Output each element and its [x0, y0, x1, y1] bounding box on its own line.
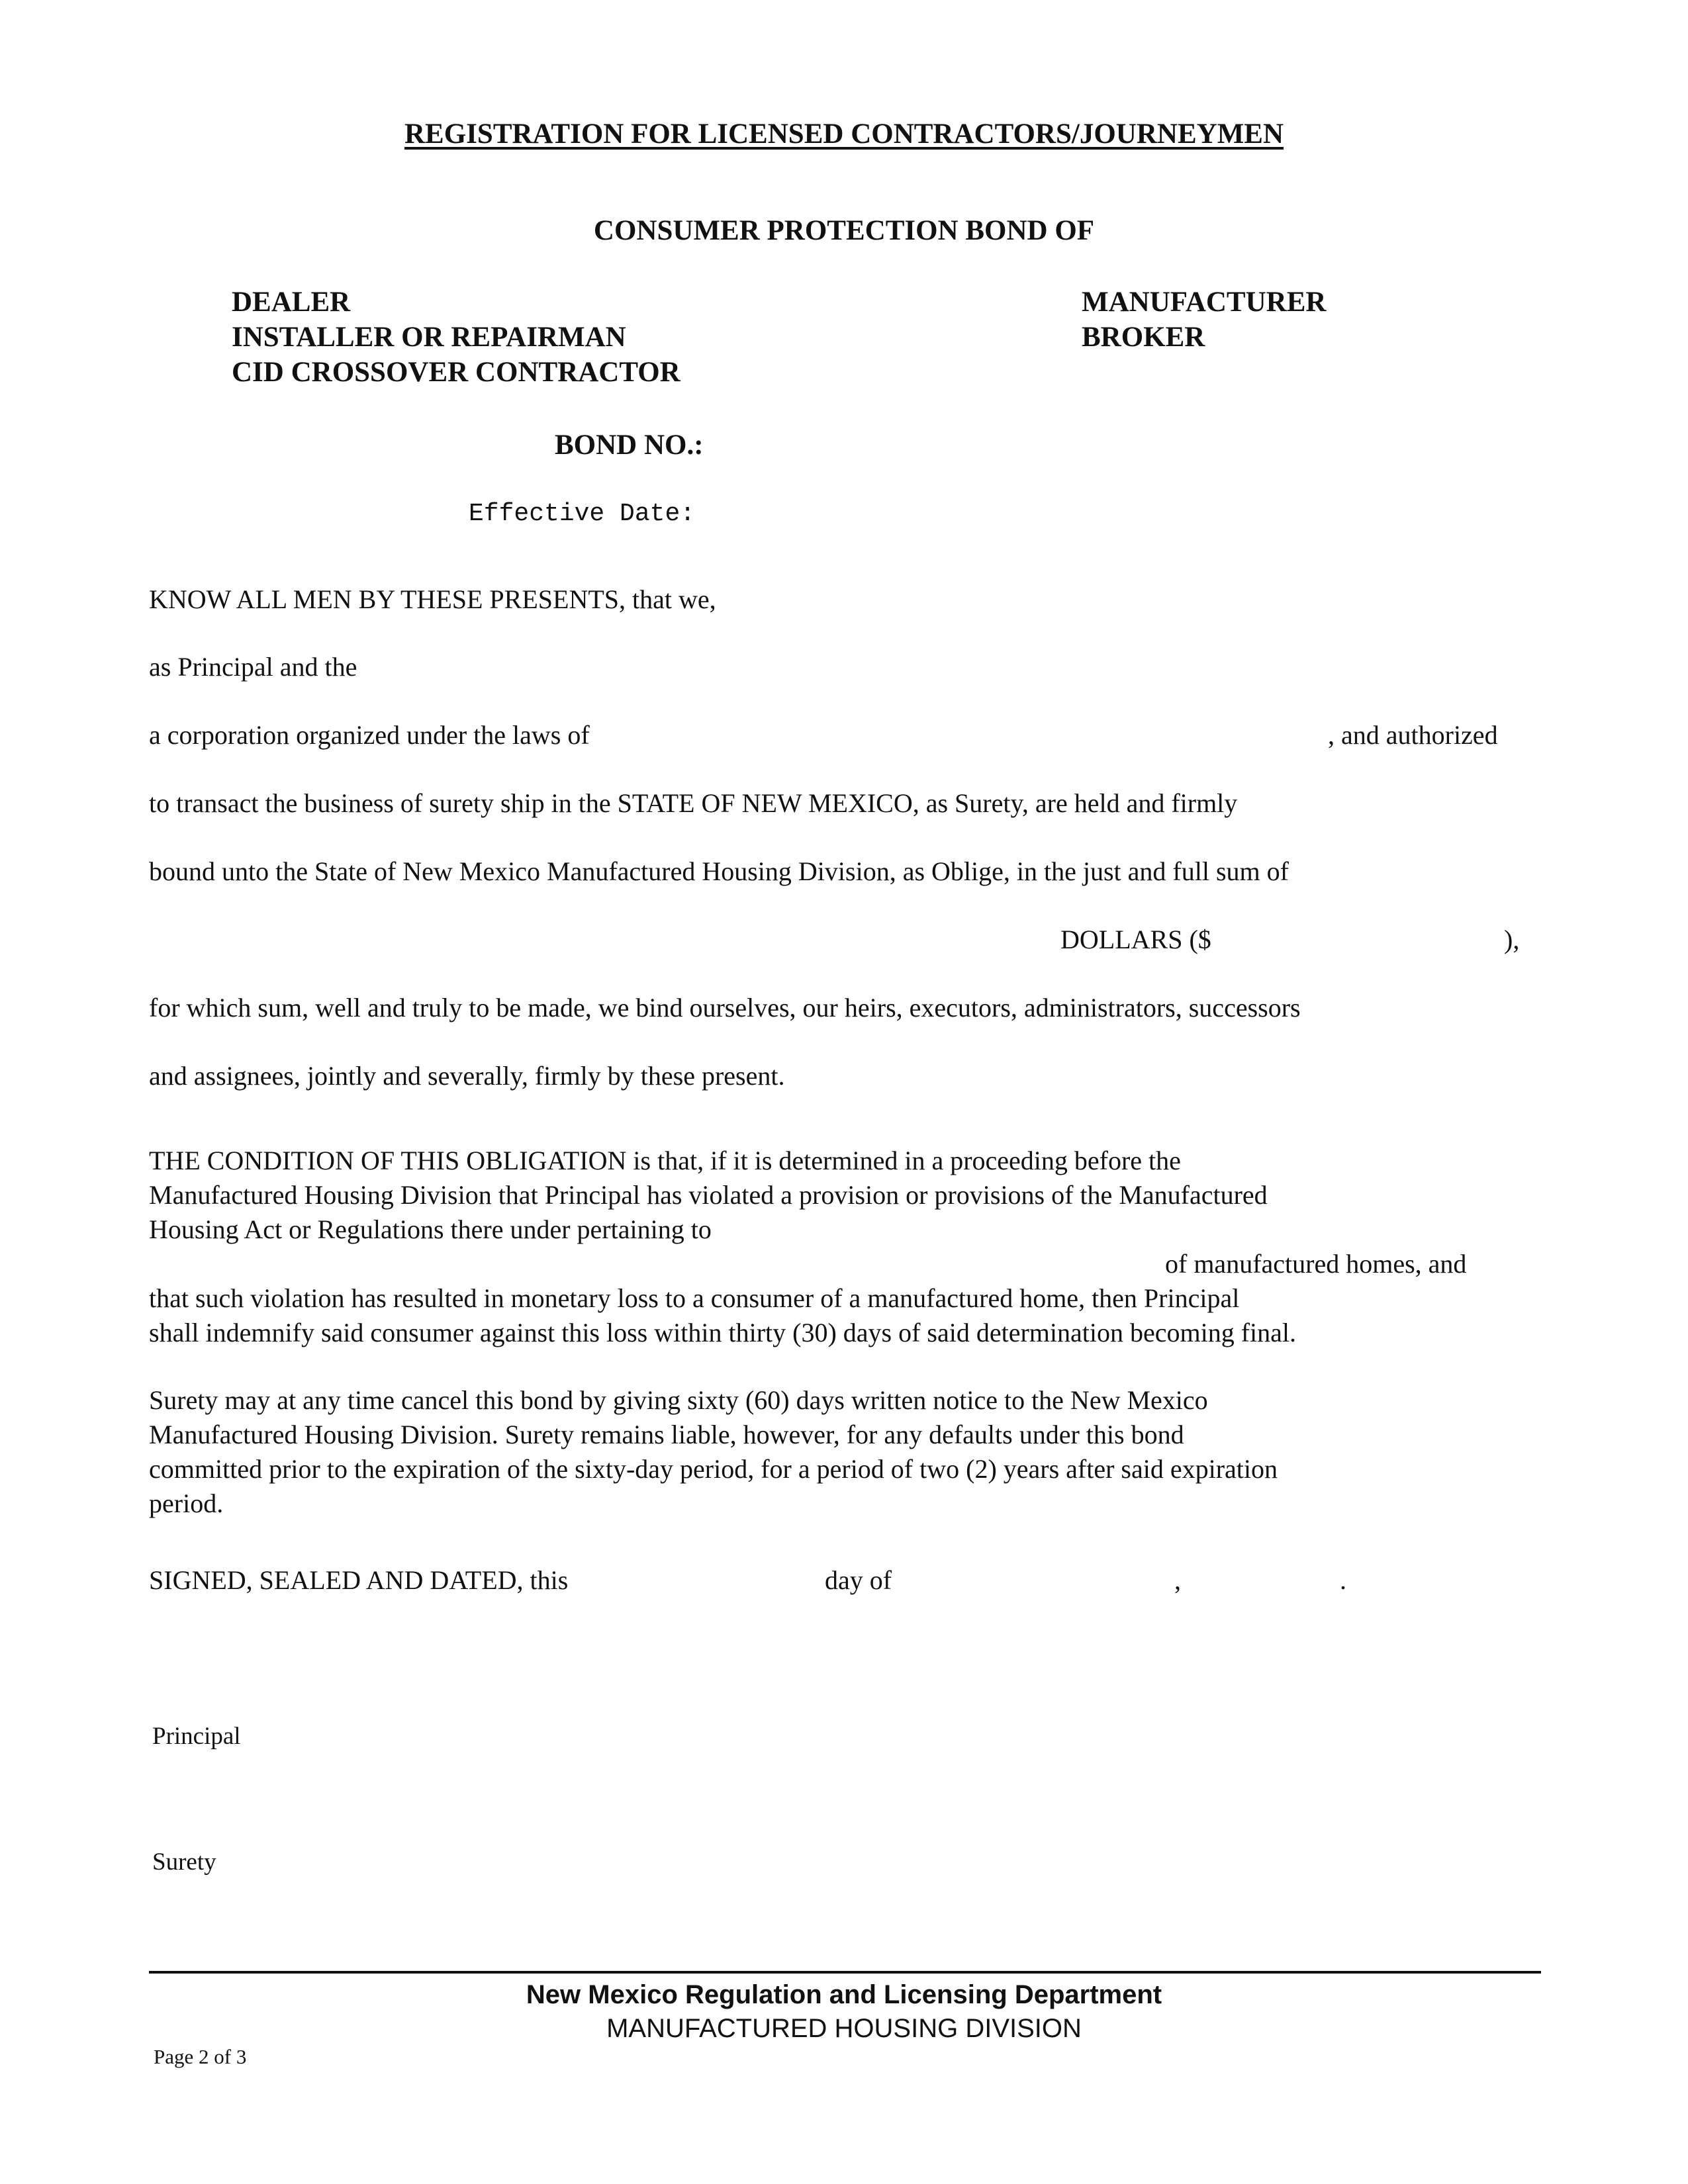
- category-manufacturer: MANUFACTURER: [1082, 287, 1327, 318]
- signed-sealed-label: SIGNED, SEALED AND DATED, this: [149, 1565, 569, 1595]
- body-line-principal: as Principal and the: [149, 652, 357, 682]
- bond-number-label: BOND NO.:: [555, 430, 704, 461]
- condition-line-1: THE CONDITION OF THIS OBLIGATION is that, if it is determined in a proceeding before the: [149, 1146, 1181, 1175]
- cancellation-line-3: committed prior to the expiration of the sixty-day period, for a period of two (2) years after said expiration: [149, 1454, 1278, 1484]
- category-dealer: DEALER: [232, 287, 351, 318]
- body-line-transact: to transact the business of surety ship in the STATE OF NEW MEXICO, as Surety, are held and firmly: [149, 788, 1238, 818]
- category-cid-crossover: CID CROSSOVER CONTRACTOR: [232, 357, 680, 388]
- condition-line-2: Manufactured Housing Division that Principal has violated a provision or provisions of the Manufactured: [149, 1180, 1268, 1210]
- surety-label: Surety: [152, 1848, 216, 1876]
- cancellation-line-4: period.: [149, 1488, 224, 1518]
- bond-subtitle: CONSUMER PROTECTION BOND OF: [593, 215, 1095, 246]
- date-period: .: [1340, 1565, 1346, 1595]
- category-installer: INSTALLER OR REPAIRMAN: [232, 322, 626, 353]
- body-line-bound-unto: bound unto the State of New Mexico Manufactured Housing Division, as Oblige, in the just and full sum of: [149, 856, 1289, 886]
- category-list-left: [232, 285, 680, 390]
- date-comma: ,: [1174, 1565, 1181, 1595]
- dollars-close: ),: [1504, 925, 1520, 954]
- condition-line-5: that such violation has resulted in monetary loss to a consumer of a manufactured home, then Principal: [149, 1283, 1240, 1313]
- body-line-corporation: a corporation organized under the laws of: [149, 720, 590, 750]
- body-line-authorized: , and authorized: [1328, 720, 1498, 750]
- body-line-for-which-sum: for which sum, well and truly to be made, we bind ourselves, our heirs, executors, administrators, successors: [149, 993, 1301, 1023]
- document-title: REGISTRATION FOR LICENSED CONTRACTORS/JOURNEYMEN: [404, 118, 1284, 150]
- body-line-assignees: and assignees, jointly and severally, firmly by these present.: [149, 1061, 785, 1091]
- category-list-right: [1082, 285, 1326, 355]
- footer-division: MANUFACTURED HOUSING DIVISION: [606, 2014, 1082, 2043]
- footer-divider: [149, 1971, 1541, 1974]
- principal-label: Principal: [152, 1723, 241, 1750]
- cancellation-line-1: Surety may at any time cancel this bond by giving sixty (60) days written notice to the New Mexico: [149, 1385, 1208, 1415]
- page-number: Page 2 of 3: [154, 2045, 247, 2068]
- day-of-label: day of: [825, 1565, 892, 1595]
- condition-line-4: of manufactured homes, and: [1165, 1249, 1467, 1279]
- dollars-label: DOLLARS ($: [1060, 925, 1211, 954]
- condition-line-6: shall indemnify said consumer against this loss within thirty (30) days of said determination becoming final.: [149, 1318, 1297, 1347]
- cancellation-line-2: Manufactured Housing Division. Surety remains liable, however, for any defaults under this bond: [149, 1420, 1184, 1449]
- body-line-know-all-men: KNOW ALL MEN BY THESE PRESENTS, that we,: [149, 584, 716, 614]
- footer-department: New Mexico Regulation and Licensing Department: [526, 1980, 1162, 2009]
- condition-line-3: Housing Act or Regulations there under pertaining to: [149, 1214, 712, 1244]
- category-broker: BROKER: [1082, 322, 1205, 353]
- effective-date-label: Effective Date:: [469, 500, 696, 528]
